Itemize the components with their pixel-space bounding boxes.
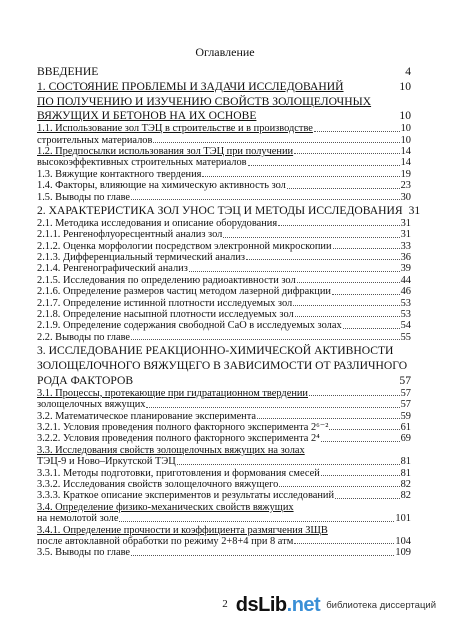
toc-entry-page: 82 (400, 478, 411, 490)
toc-leader (321, 475, 400, 476)
toc-entry (37, 286, 411, 297)
toc-entry-text: РОДА ФАКТОРОВ (37, 373, 134, 387)
toc-entry-page: 61 (400, 421, 411, 433)
toc-entry-page: 19 (400, 168, 411, 180)
toc-entry-page: 57 (400, 387, 411, 399)
toc-entry (37, 375, 411, 388)
toc-entry-page: 44 (400, 274, 411, 286)
toc-entry-page: 101 (395, 513, 411, 525)
toc-leader (119, 521, 394, 522)
toc-entry-page: 81 (400, 467, 411, 479)
toc-leader (246, 259, 400, 260)
toc-entry (37, 66, 411, 79)
toc-entry-text: 1.1. Использование зол ТЭЦ в строительстве и в производстве (37, 123, 313, 135)
toc-entry (37, 332, 411, 343)
toc-entry-text: 3.1. Процессы, протекающие при гидратационном твердении (37, 387, 308, 399)
toc-entry-page: 69 (400, 433, 411, 445)
toc-entry-text: 2.2. Выводы по главе (37, 331, 131, 343)
toc-entry (37, 513, 411, 524)
toc-entry-page: 46 (400, 286, 411, 298)
toc-leader (297, 282, 400, 283)
toc-entry-text: 2.1.2. Оценка морфологии посредством электронной микроскопии (37, 240, 332, 252)
toc-entry (37, 433, 411, 444)
toc-entry-page: 4 (405, 65, 411, 78)
toc-leader (294, 153, 400, 154)
toc-entry (37, 110, 411, 123)
toc-entry-text: 3.5. Выводы по главе (37, 547, 131, 559)
toc-leader (131, 555, 394, 556)
toc-leader (223, 237, 399, 238)
toc-leader (295, 316, 400, 317)
toc-entry (37, 468, 411, 479)
toc-entry-text: 1.5. Выводы по главе (37, 191, 131, 203)
toc-entry (37, 320, 411, 331)
toc-entry-page: 57 (399, 373, 411, 387)
toc-leader (153, 142, 399, 143)
watermark-logo: dsLib.net (235, 594, 321, 616)
toc-entry-text: высокоэффективных строительных материалов (37, 157, 247, 169)
toc-entry-text: 3.3.2. Исследования свойств золощелочного вяжущего (37, 478, 279, 490)
toc-entry (37, 479, 411, 490)
toc-entry-text: 3.3. Исследования свойств золощелочных вяжущих на золах (37, 444, 305, 456)
toc-leader (146, 407, 399, 408)
toc-entry-page: 30 (400, 191, 411, 203)
table-of-contents (37, 64, 421, 559)
toc-leader (248, 165, 400, 166)
toc-entry (37, 135, 411, 146)
toc-entry (37, 388, 411, 399)
toc-entry-page: 36 (400, 252, 411, 264)
toc-entry (37, 298, 411, 309)
toc-entry-page: 82 (400, 490, 411, 502)
toc-leader (131, 199, 400, 200)
toc-entry (37, 399, 411, 410)
toc-leader (333, 248, 400, 249)
toc-entry-text: 2.1. Методика исследования и описание оборудования (37, 217, 278, 229)
toc-entry (37, 229, 411, 240)
toc-entry-page: 10 (399, 79, 411, 93)
toc-entry (37, 411, 411, 422)
toc-entry-text: на немолотой золе (37, 513, 119, 525)
toc-entry-text: 3.2. Математическое планирование эксперимента (37, 410, 257, 422)
toc-entry-text: 2.1.7. Определение истинной плотности исследуемых зол (37, 297, 293, 309)
toc-entry (37, 241, 411, 252)
toc-entry (37, 96, 411, 109)
toc-entry (37, 525, 411, 536)
toc-entry (37, 180, 411, 191)
toc-entry-text: 2.1.1. Ренгенофлуоресцентный анализ зол (37, 229, 223, 241)
toc-entry (37, 169, 411, 180)
toc-entry (37, 275, 411, 286)
page-number: 2 (222, 598, 228, 610)
toc-entry-text: золощелочных вяжущих (37, 399, 146, 411)
toc-entry-text: 3.3.1. Методы подготовки, приготовления и формования смесей (37, 467, 320, 479)
toc-entry-page: 31 (408, 204, 421, 218)
toc-entry-page: 109 (395, 547, 411, 559)
toc-leader (202, 176, 399, 177)
toc-entry-text: 1.2. Предпосылки использования зол ТЭЦ при получении (37, 146, 294, 157)
toc-entry (37, 502, 411, 513)
page-title: Оглавление (195, 45, 255, 59)
toc-entry-page: 14 (400, 157, 411, 169)
toc-entry (37, 360, 411, 373)
toc-entry-page: 57 (400, 399, 411, 411)
toc-entry-text: ВЯЖУЩИХ И БЕТОНОВ НА ИХ ОСНОВЕ (37, 109, 257, 123)
toc-entry (37, 309, 411, 320)
toc-entry-text: 2.1.6. Определение размеров частиц методом лазерной дифракции (37, 286, 331, 298)
toc-leader (332, 294, 400, 295)
toc-leader (293, 305, 399, 306)
toc-leader (335, 498, 400, 499)
toc-entry (37, 157, 411, 168)
toc-leader (294, 543, 394, 544)
toc-entry-text: 2.1.5. Исследования по определению радиоактивности зол (37, 274, 296, 286)
toc-leader (329, 429, 399, 430)
toc-entry-page: 54 (400, 320, 411, 332)
toc-entry-page: 10 (400, 134, 411, 146)
toc-entry (37, 123, 411, 134)
toc-entry-text: 2.1.8. Определение насыпной плотности исследуемых зол (37, 309, 294, 321)
toc-entry-text: 1. СОСТОЯНИЕ ПРОБЛЕМЫ И ЗАДАЧИ ИССЛЕДОВАНИЙ (37, 79, 344, 93)
toc-entry (37, 422, 411, 433)
toc-entry-page: 59 (400, 410, 411, 422)
toc-entry-text: 3.2.2. Условия проведения полного факторного эксперимента 2⁴ (37, 433, 320, 445)
toc-leader (309, 395, 400, 396)
toc-entry (37, 146, 411, 157)
toc-entry-text: после автоклавной обработки по режиму 2+8+4 при 8 атм (37, 535, 294, 547)
toc-entry-page: 33 (400, 240, 411, 252)
toc-entry-page: 55 (400, 331, 411, 343)
toc-leader (343, 328, 400, 329)
toc-leader (314, 131, 400, 132)
toc-leader (278, 225, 399, 226)
toc-entry-page: 81 (400, 456, 411, 468)
toc-entry (37, 252, 411, 263)
toc-entry-text: 3.2.1. Условия проведения полного факторного эксперимента 2⁶⁻² (37, 421, 329, 433)
toc-entry-text: ПО ПОЛУЧЕНИЮ И ИЗУЧЕНИЮ СВОЙСТВ ЗОЛОЩЕЛОЧНЫХ (37, 94, 372, 108)
toc-entry (37, 456, 411, 467)
toc-entry-page: 23 (400, 180, 411, 192)
toc-leader (321, 441, 400, 442)
toc-entry-page: 104 (395, 535, 411, 547)
toc-entry (37, 81, 411, 94)
toc-entry-text: 2.1.4. Ренгенографический анализ (37, 263, 188, 275)
toc-entry (37, 547, 411, 558)
toc-entry-page: 31 (400, 217, 411, 229)
toc-leader (189, 271, 400, 272)
toc-entry (37, 218, 411, 229)
toc-entry-text: 2.1.9. Определение содержания свободной СаО в исследуемых золах (37, 320, 342, 332)
toc-entry-page: 53 (400, 309, 411, 321)
toc-entry-page: 14 (400, 146, 411, 157)
toc-entry-text: 1.4. Факторы, влияющие на химическую активность зол (37, 180, 286, 192)
toc-entry-page: 10 (400, 123, 411, 135)
toc-entry-page: 10 (399, 109, 411, 123)
toc-entry-text: строительных материалов (37, 134, 153, 146)
watermark-subtitle: библиотека диссертаций (326, 600, 436, 611)
toc-entry (37, 490, 411, 501)
toc-entry-text: 2. ХАРАКТЕРИСТИКА ЗОЛ УНОС ТЭЦ И МЕТОДЫ ИССЛЕДОВАНИЯ (37, 204, 403, 218)
toc-entry-text: ВВЕДЕНИЕ (37, 65, 99, 78)
toc-entry-text: 1.3. Вяжущие контактного твердения (37, 168, 202, 180)
toc-leader (177, 464, 400, 465)
toc-entry-text: 2.1.3. Дифференциальный термический анализ (37, 252, 245, 264)
toc-entry (37, 345, 411, 358)
toc-entry-text: 3. ИССЛЕДОВАНИЕ РЕАКЦИОННО-ХИМИЧЕСКОЙ АКТИВНОСТИ (37, 344, 394, 358)
toc-leader (279, 486, 399, 487)
toc-leader (287, 188, 400, 189)
toc-leader (131, 339, 400, 340)
toc-entry-text: ЗОЛОЩЕЛОЧНОГО ВЯЖУЩЕГО В ЗАВИСИМОСТИ ОТ РАЗЛИЧНОГО (37, 359, 408, 373)
toc-entry-text: 3.3.3. Краткое описание экспериментов и результаты исследований (37, 490, 335, 502)
toc-entry-text: 3.4. Определение физико-механических свойств вяжущих (37, 501, 294, 513)
toc-entry (37, 192, 411, 203)
toc-entry-text: 3.4.1. Определение прочности и коэффициента размягчения ЗЩВ (37, 524, 328, 536)
toc-entry (37, 536, 411, 547)
toc-entry (37, 204, 421, 218)
toc-entry-page: 39 (400, 263, 411, 275)
toc-entry-page: 31 (400, 229, 411, 241)
toc-entry (37, 445, 411, 456)
watermark (236, 594, 436, 617)
toc-entry-page: 53 (400, 297, 411, 309)
toc-entry (37, 263, 411, 274)
toc-leader (257, 418, 400, 419)
toc-entry-text: ТЭЦ-9 и Ново–Иркутской ТЭЦ (37, 456, 176, 468)
